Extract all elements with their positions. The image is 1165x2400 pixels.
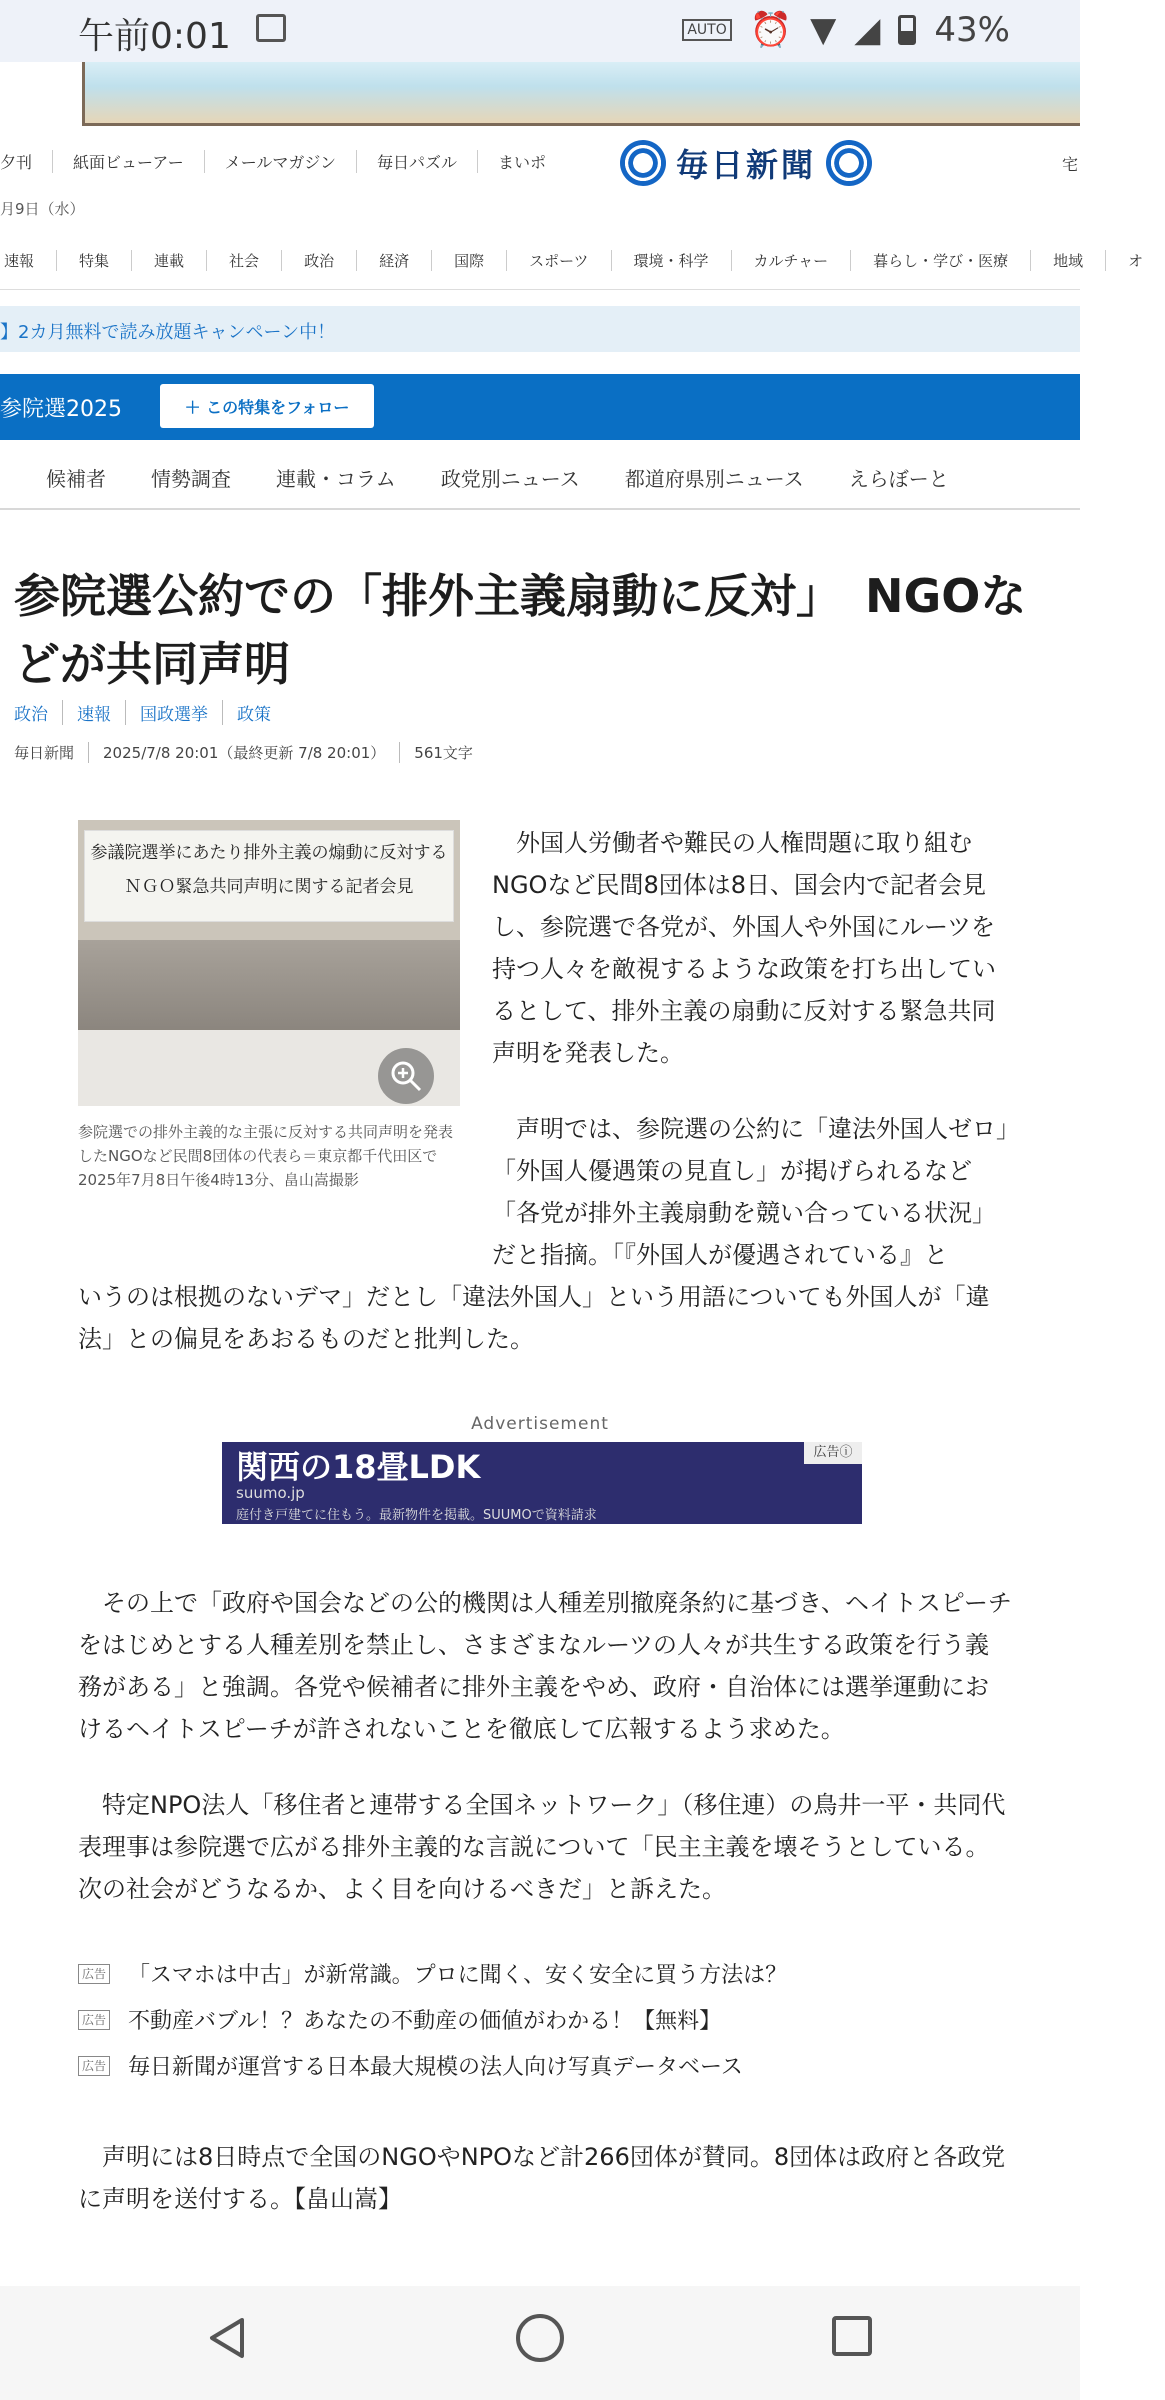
image-icon <box>256 14 286 42</box>
logo-mark-icon <box>620 140 666 186</box>
top-links <box>0 150 566 173</box>
ad-label: Advertisement <box>471 1414 609 1434</box>
tag-link[interactable]: 国政選挙 <box>126 700 223 725</box>
category-item[interactable]: 経済 <box>357 250 432 271</box>
ad-info-badge[interactable]: 広告ⓘ <box>804 1442 862 1464</box>
article-meta <box>14 742 487 763</box>
article-paragraph: その上で「政府や国会などの公的機関は人種差別撤廃条約に基づき、ヘイトスピーチをはじめとする人種差別を禁止し、さまざまなルーツの人々が共生する政策を行う義務がある」と強調。各党や候補者に排外主義をやめ、政府・自治体には選挙運動におけるヘイトスピーチが許されないことを徹底して広報するよう求めた。 <box>78 1589 1012 1743</box>
subnav-item-survey[interactable]: 情勢調査 <box>151 466 231 491</box>
promo-badge: 広告 <box>78 2056 110 2076</box>
article-photo[interactable] <box>78 820 460 1106</box>
top-link[interactable]: 夕刊 <box>0 150 53 173</box>
tag-link[interactable]: 速報 <box>63 700 126 725</box>
category-item[interactable]: 政治 <box>282 250 357 271</box>
article-paragraph: 声明では、参院選の公約に「違法外国人ゼロ」「外国人優遇策の見直し」が掲げられるなど「各党が排外主義扇動を競い合っている状況」だと指摘。「『外国人が優遇されている』と <box>492 1115 1008 1269</box>
top-link[interactable]: 毎日パズル <box>357 150 478 173</box>
category-item[interactable]: スポーツ <box>507 250 611 271</box>
auto-hz-icon: AUTO <box>682 19 731 41</box>
logo-mark-icon <box>826 140 872 186</box>
category-item[interactable]: 環境・科学 <box>612 250 732 271</box>
top-link[interactable]: メールマガジン <box>205 150 357 173</box>
category-nav <box>0 232 1144 290</box>
wifi-icon: ▼ <box>810 10 837 50</box>
photo-caption: 参院選での排外主義的な主張に反対する共同声明を発表したNGOなど民間8団体の代表ら＝東京都千代田区で2025年7月8日午後4時13分、畠山嵩撮影 <box>78 1123 454 1189</box>
category-item[interactable]: 暮らし・学び・医療 <box>851 250 1031 271</box>
top-link[interactable]: 紙面ビューアー <box>53 150 205 173</box>
category-item[interactable]: 連載 <box>132 250 207 271</box>
special-subnav <box>0 446 1080 510</box>
article-length: 561文字 <box>414 744 473 762</box>
status-time: 午前0:01 <box>78 16 231 57</box>
subnav-item-column[interactable]: 連載・コラム <box>276 466 396 491</box>
promo-text[interactable]: 不動産バブル！？あなたの不動産の価値がわかる！【無料】 <box>128 2009 722 2034</box>
follow-button[interactable]: ＋ この特集をフォロー <box>160 384 374 428</box>
tag-link[interactable]: 政策 <box>237 705 271 725</box>
promo-text[interactable]: 毎日新聞が運営する日本最大規模の法人向け写真データベース <box>128 2055 743 2080</box>
article-paragraph: 声明には8日時点で全国のNGOやNPOなど計266団体が賛同。8団体は政府と各政党に声明を送付する。【畠山嵩】 <box>78 2143 1006 2213</box>
zoom-button[interactable] <box>378 1048 434 1104</box>
promo-link[interactable] <box>78 1958 1012 1989</box>
logo-text: 毎日新聞 <box>676 146 817 184</box>
promo-badge: 広告 <box>78 2010 110 2030</box>
ad-title[interactable]: 関西の18畳LDK <box>236 1448 481 1486</box>
article-paragraph: 特定NPO法人「移住者と連帯する全国ネットワーク」（移住連）の鳥井一平・共同代表理事は参院選で広がる排外主義的な言説について「民主主義を壊そうとしている。次の社会がどうなるか、よく目を向けるべきだ」と訴えた。 <box>78 1791 1006 1903</box>
category-item[interactable]: 社会 <box>207 250 282 271</box>
promo-link[interactable] <box>78 2004 1012 2035</box>
zoom-in-icon <box>389 1059 423 1093</box>
subnav-item-candidates[interactable]: 候補者 <box>46 466 106 491</box>
subnav-item-party-news[interactable]: 政党別ニュース <box>440 466 580 491</box>
article-tags <box>14 700 285 725</box>
recent-apps-icon[interactable] <box>832 2316 872 2356</box>
category-item[interactable]: 特集 <box>57 250 132 271</box>
category-item[interactable]: カルチャー <box>732 250 852 271</box>
photo-banner-line: ＮＧＯ緊急共同声明に関する記者会見 <box>124 877 414 897</box>
battery-icon <box>898 15 916 45</box>
subnav-item-prefecture-news[interactable]: 都道府県別ニュース <box>624 466 804 491</box>
article-source: 毎日新聞 <box>14 742 89 763</box>
tag-link[interactable]: 政治 <box>14 700 63 725</box>
battery-percent: 43% <box>934 10 1010 50</box>
promo-link[interactable] <box>78 2050 1012 2081</box>
category-item[interactable]: 地域 <box>1031 250 1106 271</box>
article-paragraph: 外国人労働者や難民の人権問題に取り組むNGOなど民間8団体は8日、国会内で記者会見し、参院選で各党が、外国人や外国にルーツを持つ人々を敵視するような政策を打ち出しているとして、排外主義の扇動に反対する緊急共同声明を発表した。 <box>492 829 996 1067</box>
signal-icon: ◢ <box>854 10 881 50</box>
category-item[interactable]: 速報 <box>0 250 57 271</box>
category-item[interactable]: 国際 <box>432 250 507 271</box>
home-icon[interactable] <box>516 2314 564 2362</box>
status-icons <box>682 10 1010 50</box>
header-date: 月9日（水） <box>0 200 85 218</box>
site-logo[interactable] <box>620 140 872 186</box>
alarm-icon: ⏰ <box>749 10 793 50</box>
header-link-cut[interactable]: 宅 <box>1062 155 1079 174</box>
subnav-item-eravote[interactable]: えらぼーと <box>848 466 949 491</box>
ad-description[interactable]: 庭付き戸建てに住もう。最新物件を掲載。SUUMOで資料請求 <box>236 1508 597 1523</box>
back-icon[interactable] <box>206 2316 248 2360</box>
promo-badge: 広告 <box>78 1964 110 1984</box>
top-banner-image[interactable] <box>82 62 1080 126</box>
photo-banner <box>84 830 454 922</box>
article-paragraph-cont: いうのは根拠のないデマ」だとし「違法外国人」という用語についても外国人が「違法」との偏見をあおるものだと批判した。 <box>78 1283 990 1353</box>
top-link[interactable]: まいポ <box>498 153 547 172</box>
special-section-title[interactable]: 参院選2025 <box>0 397 122 422</box>
photo-banner-line: 参議院選挙にあたり排外主義の煽動に反対する <box>90 843 448 863</box>
ad-url[interactable]: suumo.jp <box>236 1484 305 1502</box>
promo-text[interactable]: 「スマホは中古」が新常識。プロに聞く、安く安全に買う方法は？ <box>128 1963 788 1988</box>
article-headline: 参院選公約での「排外主義扇動に反対」 NGOなどが共同声明 <box>14 569 1027 691</box>
category-item[interactable]: オ <box>1128 252 1144 270</box>
campaign-banner[interactable]: 】2カ月無料で読み放題キャンペーン中！ <box>0 306 1080 352</box>
article-date: 2025/7/8 20:01（最終更新 7/8 20:01） <box>89 742 400 763</box>
